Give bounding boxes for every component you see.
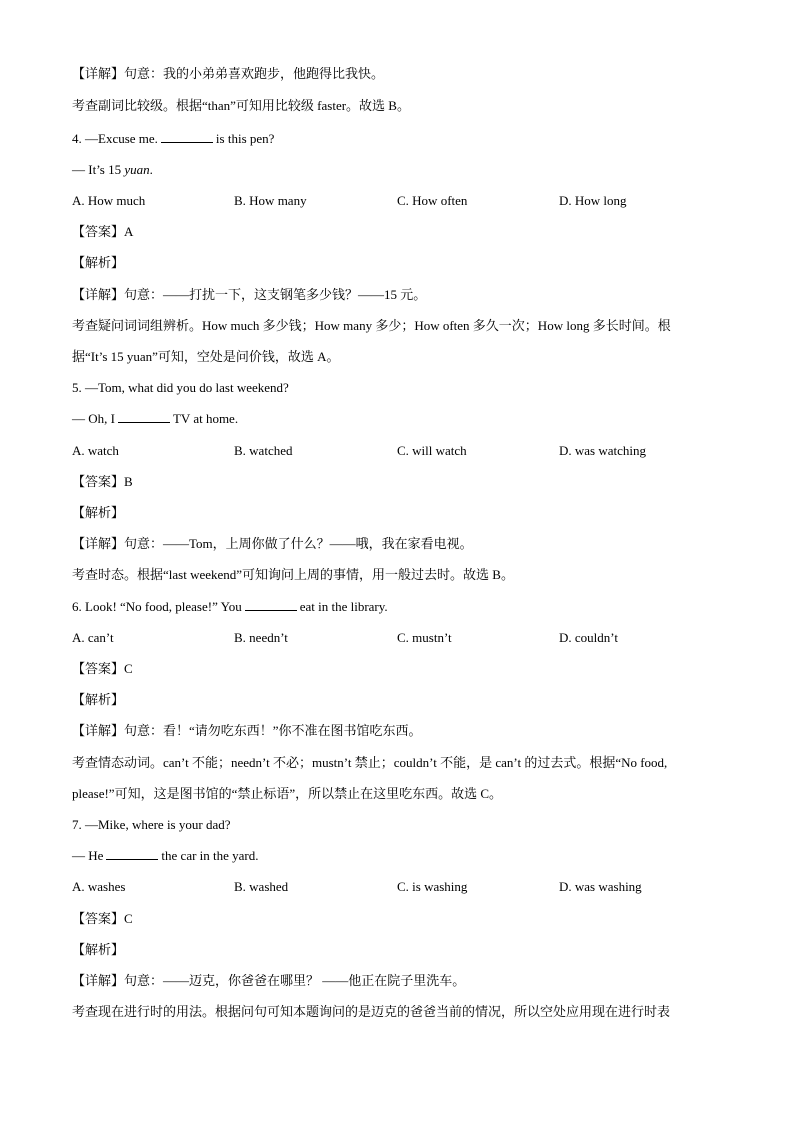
detail-text: 【详解】句意：我的小弟弟喜欢跑步，他跑得比我快。 bbox=[72, 66, 385, 81]
question-7-reply-end: the car in the yard. bbox=[161, 848, 259, 863]
question-5-reply-end: TV at home. bbox=[172, 411, 239, 426]
question-5-reply bbox=[72, 410, 238, 428]
answer-blank bbox=[161, 130, 213, 143]
analysis-text: 考查疑问词词组辨析。How much 多少钱；How many 多少；How often 多久一次；How long 多长时间。根 bbox=[72, 318, 671, 333]
question-6-stem-end: eat in the library. bbox=[299, 599, 388, 614]
option-c: C. will watch bbox=[397, 443, 467, 458]
answer-blank bbox=[118, 410, 170, 423]
question-4-reply bbox=[72, 161, 153, 179]
option-a: A. watch bbox=[72, 443, 119, 458]
analysis-text: 考查情态动词。can’t 不能；needn’t 不必；mustn’t 禁止；couldn’t 不能，是 can’t 的过去式。根据“No food, bbox=[72, 755, 668, 770]
question-4-reply-end: . bbox=[149, 162, 153, 177]
analysis-text: 据“It’s 15 yuan”可知，空处是问价钱，故选 A。 bbox=[72, 349, 340, 364]
question-4-stem bbox=[72, 130, 274, 148]
detail-text: 【详解】句意：看！“请勿吃东西！”你不准在图书馆吃东西。 bbox=[72, 723, 422, 738]
analysis-text: please!”可知，这是图书馆的“禁止标语”，所以禁止在这里吃东西。故选 C。 bbox=[72, 786, 503, 801]
question-4-stem-start: 4. —Excuse me. bbox=[72, 131, 158, 146]
jiexi-label: 【解析】 bbox=[72, 505, 125, 520]
option-d: D. How long bbox=[559, 193, 627, 208]
option-d: D. couldn’t bbox=[559, 630, 618, 645]
question-5-stem: 5. —Tom, what did you do last weekend? bbox=[72, 380, 289, 395]
analysis-text: 考查时态。根据“last weekend”可知询问上周的事情，用一般过去时。故选 B。 bbox=[72, 567, 514, 582]
analysis-text: 考查现在进行时的用法。根据问句可知本题询问的是迈克的爸爸当前的情况，所以空处应用现在进行时表 bbox=[72, 1004, 671, 1019]
question-7-reply bbox=[72, 847, 259, 865]
question-5-reply-start: — Oh, I bbox=[72, 411, 115, 426]
option-c: C. mustn’t bbox=[397, 630, 452, 645]
question-7-stem: 7. —Mike, where is your dad? bbox=[72, 817, 231, 832]
option-a: A. How much bbox=[72, 193, 146, 208]
answer-label: 【答案】C bbox=[72, 911, 133, 926]
detail-text: 【详解】句意：——Tom，上周你做了什么？——哦，我在家看电视。 bbox=[72, 536, 473, 551]
option-b: B. watched bbox=[234, 443, 293, 458]
answer-blank bbox=[245, 598, 297, 611]
analysis-text: 考查副词比较级。根据“than”可知用比较级 faster。故选 B。 bbox=[72, 98, 410, 113]
jiexi-label: 【解析】 bbox=[72, 692, 125, 707]
option-d: D. was washing bbox=[559, 879, 642, 894]
option-c: C. How often bbox=[397, 193, 468, 208]
option-a: A. washes bbox=[72, 879, 126, 894]
answer-label: 【答案】C bbox=[72, 661, 133, 676]
detail-text: 【详解】句意：——打扰一下，这支钢笔多少钱？——15 元。 bbox=[72, 287, 427, 302]
option-c: C. is washing bbox=[397, 879, 468, 894]
question-7-reply-start: — He bbox=[72, 848, 104, 863]
option-d: D. was watching bbox=[559, 443, 647, 458]
option-a: A. can’t bbox=[72, 630, 114, 645]
option-b: B. How many bbox=[234, 193, 307, 208]
question-4-reply-start: — It’s 15 bbox=[72, 162, 122, 177]
jiexi-label: 【解析】 bbox=[72, 942, 125, 957]
question-6-stem bbox=[72, 598, 388, 616]
answer-label: 【答案】B bbox=[72, 474, 133, 489]
question-6-stem-start: 6. Look! “No food, please!” You bbox=[72, 599, 242, 614]
answer-label: 【答案】A bbox=[72, 224, 134, 239]
question-4-stem-end: is this pen? bbox=[215, 131, 275, 146]
detail-text: 【详解】句意：——迈克，你爸爸在哪里？ ——他正在院子里洗车。 bbox=[72, 973, 466, 988]
jiexi-label: 【解析】 bbox=[72, 255, 125, 270]
option-b: B. needn’t bbox=[234, 630, 288, 645]
answer-blank bbox=[106, 847, 158, 860]
question-4-reply-italic: yuan bbox=[124, 162, 150, 177]
option-b: B. washed bbox=[234, 879, 289, 894]
